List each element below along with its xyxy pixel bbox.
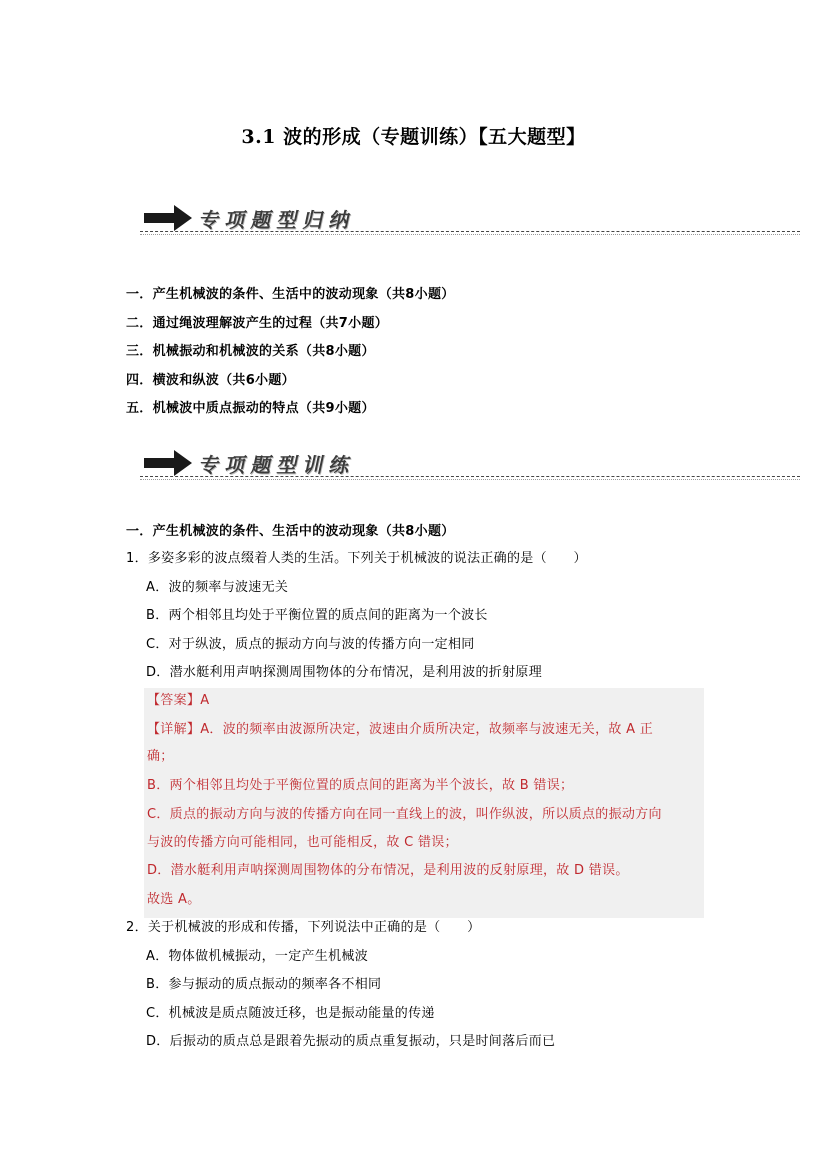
banner-label: 专项题型训练 (197, 453, 359, 477)
option-b: B．参与振动的质点振动的频率各不相同 (146, 977, 382, 992)
section-banner-summary (140, 200, 800, 240)
toc-item: 四．横波和纵波（共6小题） (126, 372, 295, 388)
section-heading: 一．产生机械波的条件、生活中的波动现象（共8小题） (126, 524, 455, 539)
toc-item: 三．机械振动和机械波的关系（共8小题） (126, 344, 375, 359)
option-a: A．波的频率与波速无关 (146, 580, 289, 595)
table-of-contents (126, 284, 455, 427)
toc-item: 五．机械波中质点振动的特点（共9小题） (126, 401, 375, 416)
option-c: C．机械波是质点随波迁移，也是振动能量的传递 (146, 1006, 435, 1021)
option-a: A．物体做机械振动，一定产生机械波 (146, 949, 368, 964)
answer-line: 【答案】A (147, 693, 210, 708)
option-d: D．后振动的质点总是跟着先振动的质点重复振动，只是时间落后而已 (146, 1034, 556, 1049)
detail-line: 【详解】A．波的频率由波源所决定，波速由介质所决定，故频率与波速无关，故 A 正 (147, 722, 654, 737)
arrow-icon (144, 449, 194, 477)
toc-item: 二．通过绳波理解波产生的过程（共7小题） (126, 315, 389, 331)
detail-line: D．潜水艇利用声呐探测周围物体的分布情况，是利用波的反射原理，故 D 错误。 (147, 863, 629, 878)
page-title: 3.1 波的形成（专题训练）【五大题型】 (241, 126, 586, 148)
toc-item: 一．产生机械波的条件、生活中的波动现象（共8小题） (126, 287, 455, 302)
banner-label: 专项题型归纳 (197, 208, 359, 232)
divider (140, 234, 800, 235)
section-banner-training (140, 445, 800, 485)
option-c: C．对于纵波，质点的振动方向与波的传播方向一定相同 (146, 637, 475, 652)
divider (140, 231, 800, 232)
option-d: D．潜水艇利用声呐探测周围物体的分布情况，是利用波的折射原理 (146, 665, 543, 680)
detail-line: 确； (147, 749, 174, 764)
option-b: B．两个相邻且均处于平衡位置的质点间的距离为一个波长 (146, 608, 488, 623)
question-stem: 1．多姿多彩的波点缀着人类的生活。下列关于机械波的说法正确的是（ ） (126, 551, 587, 566)
detail-line: C．质点的振动方向与波的传播方向在同一直线上的波，叫作纵波，所以质点的振动方向 (147, 807, 662, 822)
question-stem: 2．关于机械波的形成和传播，下列说法中正确的是（ ） (126, 920, 481, 935)
detail-line: 与波的传播方向可能相同，也可能相反，故 C 错误； (147, 835, 458, 850)
detail-line: B．两个相邻且均处于平衡位置的质点间的距离为半个波长，故 B 错误； (147, 778, 574, 793)
detail-line: 故选 A。 (147, 892, 201, 907)
divider (140, 476, 800, 477)
arrow-icon (144, 204, 194, 232)
divider (140, 479, 800, 480)
